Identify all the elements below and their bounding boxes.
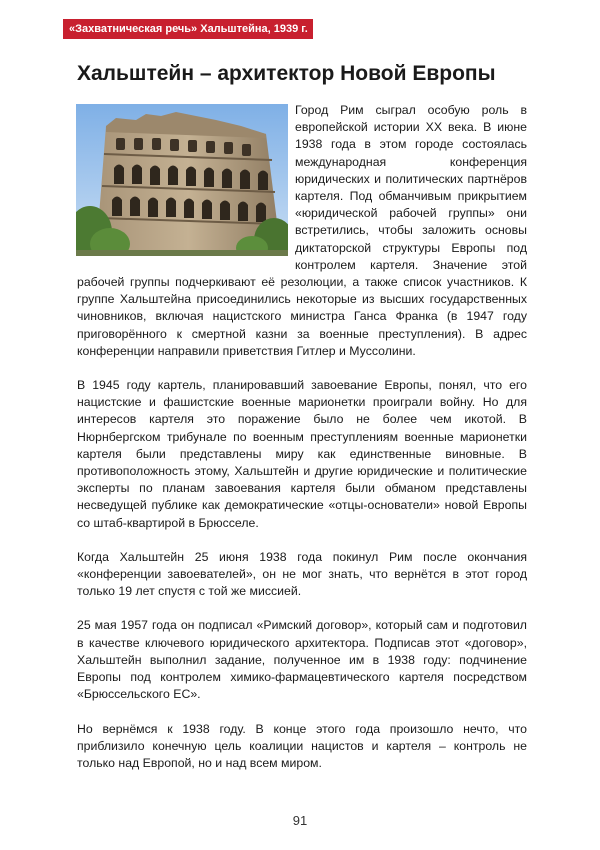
paragraph-2: В 1945 году картель, планировавший завоевание Европы, понял, что его нацистские и фашистские военные марионетки проиграли войну. Но для интересов картеля это поражение было не более чем икотой. В Нюрнбергском трибунале по военным преступлениям военные марионетки картеля были представлены миру как единственные виновные. В противоположность этому, Хальштейн и другие юридические и политические эксперты по планам завоевания картеля были обманом представлены несведущей публике как демократические «отцы-основатели» новой Европы со штаб-квартирой в Брюсселе. <box>77 378 527 530</box>
page-title: Хальштейн – архитектор Новой Европы <box>77 62 496 85</box>
paragraph-5: Но вернёмся к 1938 году. В конце этого года произошло нечто, что приблизило конечную цель коалиции нацистов и картеля – контроль не только над Европой, но и над всем миром. <box>77 721 527 770</box>
article-body <box>77 102 527 789</box>
paragraph-4: 25 мая 1957 года он подписал «Римский договор», который сам и подготовил в качестве ключевого юридического архитектора. Подписав этот «договор», Хальштейн выполнил задание, полученное им в 1938 году: подчинение Европы под контролем химико-фармацевтического картеля посредством «Брюссельского ЕС». <box>77 618 527 702</box>
page-number: 91 <box>292 813 308 828</box>
paragraph-1: Город Рим сыграл особую роль в европейской истории XX века. В июне 1938 года в этом городе состоялась международная конференция юридических и политических партнёров картеля. Под обманчивым прикрытием «юридической рабочей группы» они встретились, чтобы заложить основы диктаторской структуры Европы под контролем картеля. Значение этой рабочей группы подчеркивают её резолюции, а также список участников. К группе Хальштейна присоединились некоторые из высших государственных чиновников, включая нацистского министра Ганса Франка (в 1947 году приговорённого к смертной казни за военные преступления). В адрес конференции направили приветствия Гитлер и Муссолини. <box>77 103 527 358</box>
chapter-header: «Захватническая речь» Хальштейна, 1939 г. <box>63 19 313 39</box>
paragraph-3: Когда Хальштейн 25 июня 1938 года покинул Рим после окончания «конференции завоевателей», он не мог знать, что вернётся в этот город только 19 лет спустя с той же миссией. <box>77 549 527 599</box>
image-wrap-spacer <box>77 102 295 272</box>
